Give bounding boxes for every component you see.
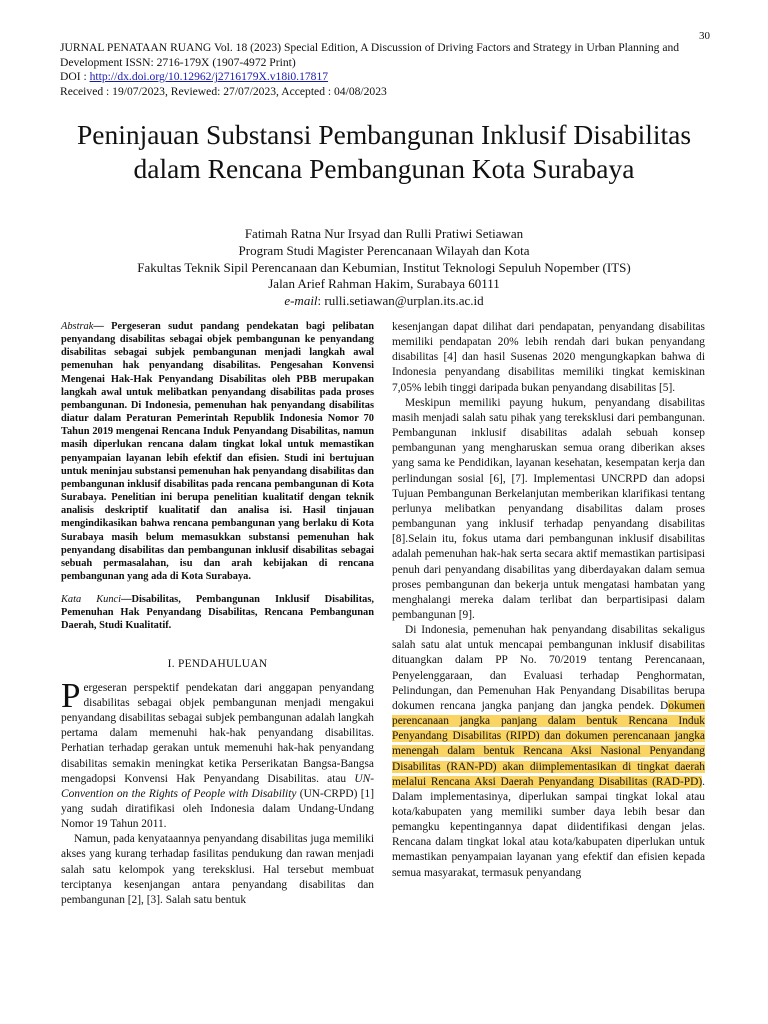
section-heading: I. PENDAHULUAN bbox=[167, 657, 268, 670]
doi-link[interactable]: http://dx.doi.org/10.12962/j2716179X.v18i0.17817 bbox=[89, 70, 329, 84]
intro-p1-italic: UN-Convention on the Rights of People with Disability bbox=[61, 772, 374, 800]
left-column bbox=[61, 320, 374, 908]
intro-p1-text-a: ergeseran perspektif pendekatan dari anggapan penyandang disabilitas sebagai objek pembangunan menjadi mengakui penyandang disabilitas sebagai subjek pembangunan adalah langkah pertama dalam memenuhi hak-hak penyandang disabilitas. Perhatian terhadap gerakan untuk memenuhi hak-hak penyandang disabilitas semakin meningkat ketika Perserikatan Bangsa-Bangsa mengadopsi Konvensi Hak Penyandang Disabilitas. atau bbox=[61, 681, 374, 785]
highlighted-text: okumen perencanaan jangka panjang dalam bentuk Rencana Induk Penyandang Disabilitas (RIPD) dan dokumen perencanaan jangka menengah dalam bentuk Rencana Aksi Nasional Penyandang Disabilitas (RAN-PD) akan diimplementasikan di tingkat daerah melalui Rencana Aksi Daerah Penyandang Disabilitas (RAD-PD) bbox=[392, 699, 705, 788]
intro-p1-text-b: (UN-CRPD) [1] yang sudah diratifikasi oleh Indonesia dalam Undang-Undang Nomor 19 Tahun 2011. bbox=[61, 787, 374, 831]
author-email bbox=[60, 293, 708, 310]
abstract-label: Abstrak bbox=[61, 321, 94, 332]
right-p3-text-a: Di Indonesia, pemenuhan hak penyandang disabilitas sekaligus salah satu alat untuk mencapai pembangunan inklusif disabilitas dituangkan dalam PP No. 70/2019 tentang Perencanaan, Penyelenggaraan, dan Evaluasi terhadap Penghormatan, Pelindungan, dan Pemenuhan Hak Penyandang Disabilitas berupa dokumen rencana jangka panjang dan jangka pendek. D bbox=[392, 624, 705, 712]
keywords bbox=[61, 593, 374, 632]
author-address: Jalan Arief Rahman Hakim, Surabaya 60111 bbox=[268, 276, 500, 292]
doi-label: DOI : bbox=[60, 70, 90, 84]
doi-line bbox=[60, 70, 710, 85]
keywords-text: —Disabilitas, Pembangunan Inklusif Disabilitas, Pemenuhan Hak Penyandang Disabilitas, Rencana Pembangunan Daerah, Studi Kualitatif. bbox=[61, 594, 374, 632]
intro-paragraph-2: Namun, pada kenyataannya penyandang disabilitas juga memiliki akses yang kurang terhadap fasilitas pendukung dan rawan menjadi salah satu kelompok yang tereksklusi. Hal tersebut membuat terciptanya kesenjangan antara penyandang disabilitas dan pembangunan [2], [3]. Salah satu bentuk bbox=[61, 833, 374, 906]
right-paragraph-3 bbox=[392, 623, 705, 881]
email-label: e-mail bbox=[284, 293, 318, 309]
author-program: Program Studi Magister Perencanaan Wilayah dan Kota bbox=[238, 242, 530, 258]
author-faculty: Fakultas Teknik Sipil Perencanaan dan Kebumian, Institut Teknologi Sepuluh Nopember (ITS) bbox=[137, 259, 631, 275]
right-p3-text-b: . Dalam implementasinya, diperlukan sampai tingkat lokal atau kota/kabupaten yang memiliki sumber daya lebih besar dan pemangku kepentingannya dapat diidentifikasi dengan jelas. Rencana dalam tingkat lokal atau kota/kabupaten diperlukan untuk memastikan penyampaian layanan yang efektif dan efisien kepada semua masyarakat, termasuk penyandang bbox=[392, 775, 705, 879]
right-paragraph-1: kesenjangan dapat dilihat dari pendapatan, penyandang disabilitas memiliki pendapatan 20% lebih rendah dari bukan penyandang disabilitas [4] dan hasil Susenas 2020 mengungkapkan bahwa di Indonesia penyandang disabilitas memiliki tingkat kemiskinan 7,05% lebih tinggi daripada bukan penyandang disabilitas [5]. bbox=[392, 321, 705, 394]
keywords-label: Kata Kunci bbox=[61, 594, 122, 606]
page-number: 30 bbox=[699, 30, 710, 42]
journal-info: JURNAL PENATAAN RUANG Vol. 18 (2023) Special Edition, A Discussion of Driving Factors and Strategy in Urban Planning and Development ISSN: 2716-179X (1907-4972 Print) bbox=[60, 41, 680, 69]
email-value: : rulli.setiawan@urplan.its.ac.id bbox=[317, 293, 484, 309]
right-paragraph-2: Meskipun memiliki payung hukum, penyandang disabilitas masih menjadi salah satu pihak yang tereksklusi dari pembangunan. Pembangunan inklusif disabilitas adalah sebuah konsep pembangunan yang mengharuskan semua orang diberikan akses yang sama ke Pendidikan, layanan kesehatan, kesempatan kerja dan perlindungan sosial [6], [7]. Implementasi UNCRPD dan adopsi Tujuan Pembangunan Berkelanjutan memberikan klarifikasi tentang perlunya melibatkan penyandang disabilitas dalam proses pembangunan yang inklusif terhadap penyandang disabilitas [8].Selain itu, fokus utama dari pembangunan inklusif disabilitas adalah pemenuhan hak-hak serta secara aktif memastikan partisipasi penuh dari penyandang disabilitas yang diberdayakan dalam semua proses pembangunan dan bekerja untuk mengatasi hambatan yang menghalangi mereka dalam terlibat dan berpartisipasi dalam pembangunan [9]. bbox=[392, 396, 705, 621]
author-block bbox=[60, 226, 708, 310]
intro-paragraph-1 bbox=[61, 675, 374, 833]
journal-header bbox=[60, 41, 710, 99]
drop-cap: P bbox=[61, 675, 81, 715]
paper-title: Peninjauan Substansi Pembangunan Inklusif Disabilitas dalam Rencana Pembangunan Kota Surabaya bbox=[76, 119, 692, 184]
right-column bbox=[392, 320, 705, 881]
author-names: Fatimah Ratna Nur Irsyad dan Rulli Pratiwi Setiawan bbox=[244, 226, 524, 241]
abstract bbox=[61, 320, 374, 583]
review-dates: Received : 19/07/2023, Reviewed: 27/07/2023, Accepted : 04/08/2023 bbox=[60, 84, 387, 98]
abstract-text: — Pergeseran sudut pandang pendekatan bagi pelibatan penyandang disabilitas sebagai objek pembangunan ke penyandang disabilitas sebagai subjek pembangunan menjadi langkah awal pemenuhan hak penyandang disabilitas. Pengesahan Konvensi Mengenai Hak-Hak Penyandang Disabilitas oleh PBB merupakan langkah awal untuk melibatkan penyandang disabilitas pada proses pembangunan. Di Indonesia, pemenuhan hak penyandang disabilitas diatur dalam Peraturan Pemerintah Republik Indonesia Nomor 70 Tahun 2019 mengenai Rencana Induk Penyandang Disabilitas, namun masih diperlukan rencana dalam tingkat lokal untuk memastikan penyampaian layanan lebih efektif dan efisien. Studi ini bertujuan untuk meninjau substansi pemenuhan hak penyandang disabilitas dan pembangunan inklusif disabilitas pada rencana pembangunan di Kota Surabaya. Penelitian ini berupa penelitian kualitatif dengan teknik analisis deskriptif kualitatif dan analisa isi. Hasil tinjauan mengindikasikan bahwa rencana pembangunan yang berlaku di Kota Surabaya masih belum memasukkan substansi pemenuhan hak penyandang disabilitas dan pembangunan inklusif disabilitas sebagai sebuah permasalahan, isu dan arah kebijakan di rencana pembangunan yang ada di Kota Surabaya. bbox=[61, 321, 374, 582]
